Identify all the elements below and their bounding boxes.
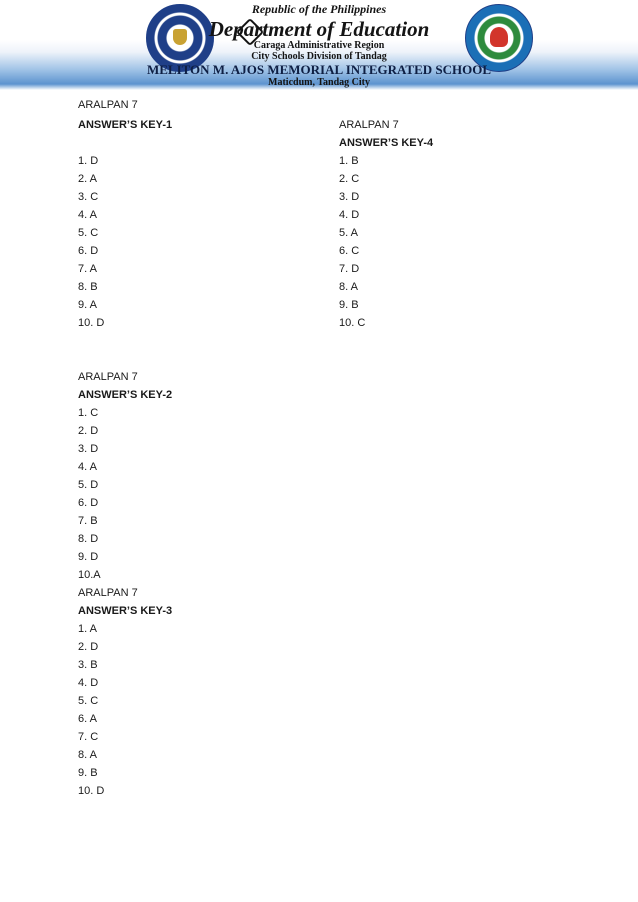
key4-item: 9. B [339,299,359,311]
key1-item: 5. C [78,227,99,239]
letterhead-banner [0,0,638,90]
key3-title: ANSWER’S KEY-3 [78,605,173,617]
key3-item: 8. A [78,749,97,761]
key3-item: 4. D [78,677,99,689]
key1-title: ANSWER’S KEY-1 [78,119,173,131]
key1-item: 4. A [78,209,97,221]
key1-item: 1. D [78,155,99,167]
key2-item: 2. D [78,425,99,437]
key3-item: 5. C [78,695,99,707]
key1-item: 3. C [78,191,99,203]
key2-item: 6. D [78,497,99,509]
header-school: MELITON M. AJOS MEMORIAL INTEGRATED SCHOOL [146,62,492,77]
key3-item: 3. B [78,659,98,671]
key4-item: 2. C [339,173,360,185]
key3-item: 9. B [78,767,98,779]
key2-subject: ARALPAN 7 [78,371,138,383]
header-region: Caraga Administrative Region [253,40,385,51]
key4-subject: ARALPAN 7 [339,119,399,131]
key3-item: 7. C [78,731,99,743]
key1-item: 7. A [78,263,97,275]
key1-item: 9. A [78,299,97,311]
header-address: Maticdum, Tandag City [268,77,370,88]
key1-item: 6. D [78,245,99,257]
key2-item: 4. A [78,461,97,473]
key2-item: 8. D [78,533,99,545]
key4-item: 7. D [339,263,360,275]
key4-item: 5. A [339,227,358,239]
key2-item: 5. D [78,479,99,491]
key4-item: 3. D [339,191,360,203]
key3-item: 6. A [78,713,97,725]
key4-item: 1. B [339,155,359,167]
key2-item: 9. D [78,551,99,563]
header-department: Department of Education [208,17,430,41]
key1-item: 10. D [78,317,105,329]
key4-item: 8. A [339,281,358,293]
key4-item: 10. C [339,317,366,329]
key3-item: 10. D [78,785,105,797]
key3-subject: ARALPAN 7 [78,587,138,599]
key4-title: ANSWER’S KEY-4 [339,137,434,149]
key4-item: 4. D [339,209,360,221]
key2-title: ANSWER’S KEY-2 [78,389,173,401]
key3-item: 1. A [78,623,97,635]
header-division: City Schools Division of Tandag [251,51,387,62]
key2-item: 10.A [78,569,101,581]
key2-item: 3. D [78,443,99,455]
key4-item: 6. C [339,245,360,257]
key1-subject: ARALPAN 7 [78,99,138,111]
key2-item: 1. C [78,407,99,419]
key1-item: 8. B [78,281,98,293]
key2-item: 7. B [78,515,98,527]
key1-item: 2. A [78,173,97,185]
header-republic: Republic of the Philippines [251,2,387,16]
key3-item: 2. D [78,641,99,653]
